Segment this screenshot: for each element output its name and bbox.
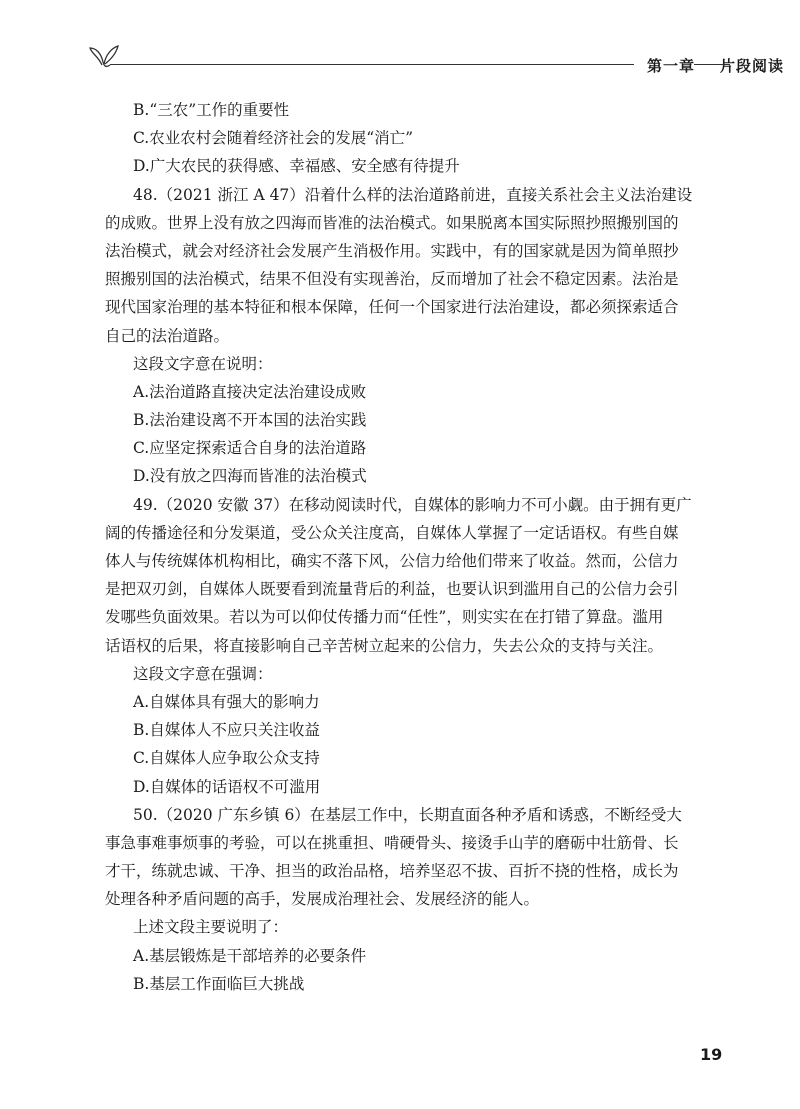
question-49-text: 阔的传播途径和分发渠道，受公众关注度高，自媒体人掌握了一定话语权。有些自媒 bbox=[105, 523, 679, 542]
option-a-q48: A.法治道路直接决定法治建设成败 bbox=[133, 382, 367, 401]
question-48-text: 自己的法治道路。 bbox=[105, 326, 230, 345]
question-48-text: 现代国家治理的基本特征和根本保障，任何一个国家进行法治建设，都必须探索适合 bbox=[105, 298, 679, 317]
option-a-q49: A.自媒体具有强大的影响力 bbox=[133, 692, 320, 711]
option-d-q48: D.没有放之四海而皆准的法治模式 bbox=[133, 467, 367, 486]
page-body bbox=[105, 96, 695, 998]
option-d-q49: D.自媒体的话语权不可滥用 bbox=[133, 777, 321, 796]
question-49-text: 49.（2020 安徽 37）在移动阅读时代，自媒体的影响力不可小觑。由于拥有更广 bbox=[133, 495, 692, 514]
question-49-stem: 这段文字意在强调： bbox=[133, 664, 273, 683]
option-b-q49: B.自媒体人不应只关注收益 bbox=[133, 721, 320, 740]
page-header bbox=[88, 38, 784, 78]
leaf-sprout-icon bbox=[88, 38, 128, 74]
chapter-title bbox=[643, 55, 788, 76]
section-title: 片段阅读 bbox=[719, 57, 784, 75]
header-rule-left bbox=[110, 64, 634, 65]
question-48-text: 的成败。世界上没有放之四海而皆准的法治模式。如果脱离本国实际照抄照搬别国的 bbox=[105, 213, 679, 232]
option-b-q47: B.“三农”工作的重要性 bbox=[133, 101, 290, 119]
question-48-text: 照搬别国的法治模式，结果不但没有实现善治，反而增加了社会不稳定因素。法治是 bbox=[105, 270, 679, 289]
option-c-q48: C.应坚定探索适合自身的法治道路 bbox=[133, 439, 367, 458]
option-a-q50: A.基层锻炼是干部培养的必要条件 bbox=[133, 946, 367, 965]
header-rule-right bbox=[694, 64, 730, 65]
question-50-text: 才干，练就忠诚、干净、担当的政治品格，培养坚忍不拔、百折不挠的性格，成长为 bbox=[105, 862, 679, 881]
option-c-q47: C.农业农村会随着经济社会的发展“消亡” bbox=[133, 129, 414, 148]
option-b-q48: B.法治建设离不开本国的法治实践 bbox=[133, 411, 367, 430]
question-49-text: 发哪些负面效果。若以为可以仰仗传播力而“任性”，则实实在在打错了算盘。滥用 bbox=[105, 608, 664, 627]
question-50-text: 50.（2020 广东乡镇 6）在基层工作中，长期直面各种矛盾和诱惑，不断经受大 bbox=[133, 805, 682, 824]
page-number: 19 bbox=[700, 1045, 723, 1064]
option-b-q50: B.基层工作面临巨大挑战 bbox=[133, 974, 305, 993]
option-c-q49: C.自媒体人应争取公众支持 bbox=[133, 749, 320, 768]
question-49-text: 体人与传统媒体机构相比，确实不落下风，公信力给他们带来了收益。然而，公信力 bbox=[105, 552, 679, 570]
question-49-text: 话语权的后果，将直接影响自己辛苦树立起来的公信力，失去公众的支持与关注。 bbox=[105, 636, 664, 655]
question-50-text: 处理各种矛盾问题的高手，发展成治理社会、发展经济的能人。 bbox=[105, 890, 540, 909]
question-48-stem: 这段文字意在说明： bbox=[133, 354, 273, 373]
option-d-q47: D.广大农民的获得感、幸福感、安全感有待提升 bbox=[133, 157, 460, 176]
question-49-text: 是把双刃剑，自媒体人既要看到流量背后的利益，也要认识到滥用自己的公信力会引 bbox=[105, 580, 679, 599]
question-48-text: 法治模式，就会对经济社会发展产生消极作用。实践中，有的国家就是因为简单照抄 bbox=[105, 241, 679, 260]
question-48-text: 48.（2021 浙江 A 47）沿着什么样的法治道路前进，直接关系社会主义法治建设 bbox=[133, 185, 693, 204]
question-50-text: 事急事难事烦事的考验，可以在挑重担、啃硬骨头、接烫手山芋的磨砺中壮筋骨、长 bbox=[105, 833, 679, 852]
question-50-stem: 上述文段主要说明了： bbox=[133, 918, 289, 937]
chapter-number: 第一章 bbox=[647, 57, 696, 75]
